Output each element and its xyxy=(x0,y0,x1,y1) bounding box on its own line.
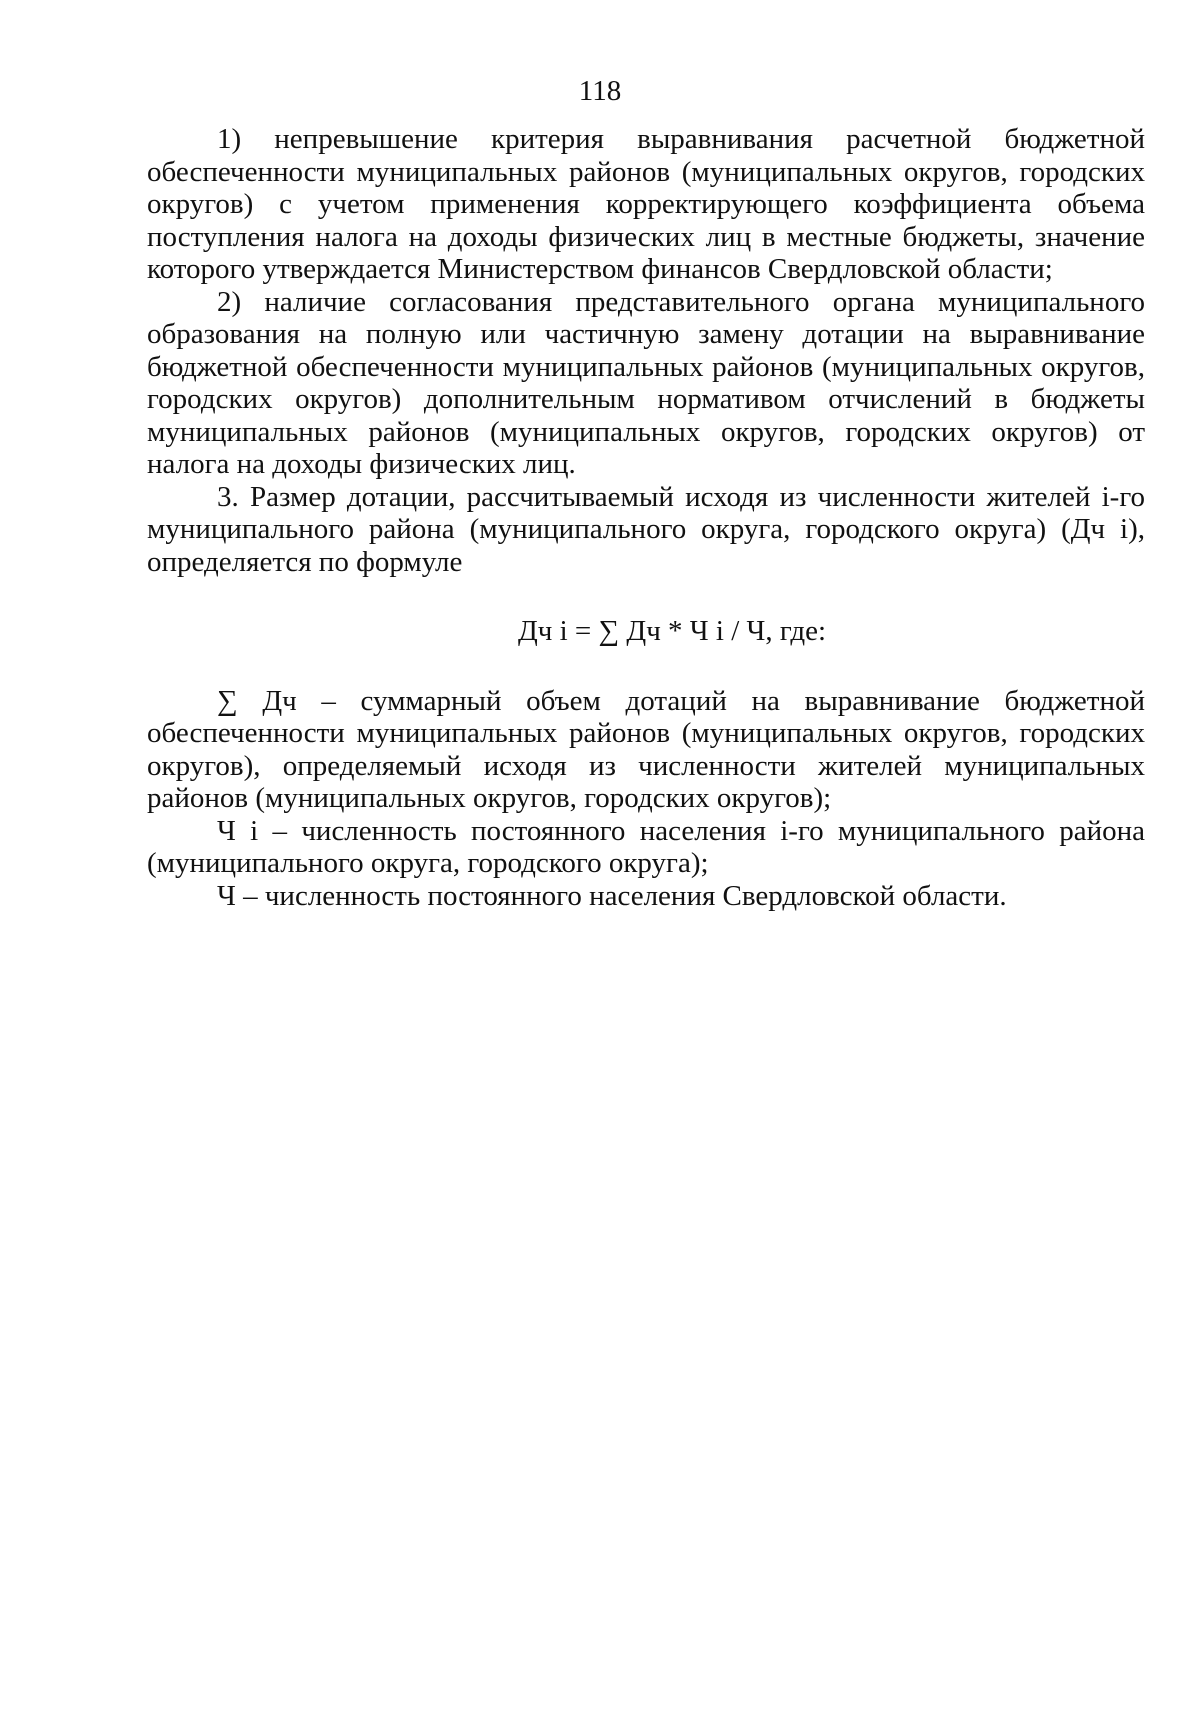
paragraph-criterion-2: 2) наличие согласования представительного органа муниципального образования на полную или частичную замену дотации на выравнивание бюджетной обеспеченности муниципальных районов (муниципальных округов, городских округов) дополнительным нормативом отчислений в бюджеты муниципальных районов (муниципальных округов, городских округов) от налога на доходы физических лиц. xyxy=(147,285,1145,480)
definition-total-grants: ∑ Дч – суммарный объем дотаций на выравнивание бюджетной обеспеченности муниципальных районов (муниципальных округов, городских округов), определяемый исходя из численности жителей муниципальных районов (муниципальных округов, городских округов); xyxy=(147,684,1145,814)
definition-population-i: Ч i – численность постоянного населения i-го муниципального района (муниципального округа, городского округа); xyxy=(147,814,1145,879)
paragraph-criterion-1: 1) непревышение критерия выравнивания расчетной бюджетной обеспеченности муниципальных районов (муниципальных округов, городских округов) с учетом применения корректирующего коэффициента объема поступления налога на доходы физических лиц в местные бюджеты, значение которого утверждается Министерством финансов Свердловской области; xyxy=(147,123,1145,285)
page-number: 118 xyxy=(578,75,622,107)
document-body xyxy=(147,123,1145,912)
definition-population-total: Ч – численность постоянного населения Свердловской области. xyxy=(217,879,1007,912)
paragraph-item-3: 3. Размер дотации, рассчитываемый исходя из численности жителей i-го муниципального района (муниципального округа, городского округа) (Дч i), определяется по формуле xyxy=(147,480,1145,578)
formula: Дч i = ∑ Дч * Ч i / Ч, где: xyxy=(517,615,826,647)
